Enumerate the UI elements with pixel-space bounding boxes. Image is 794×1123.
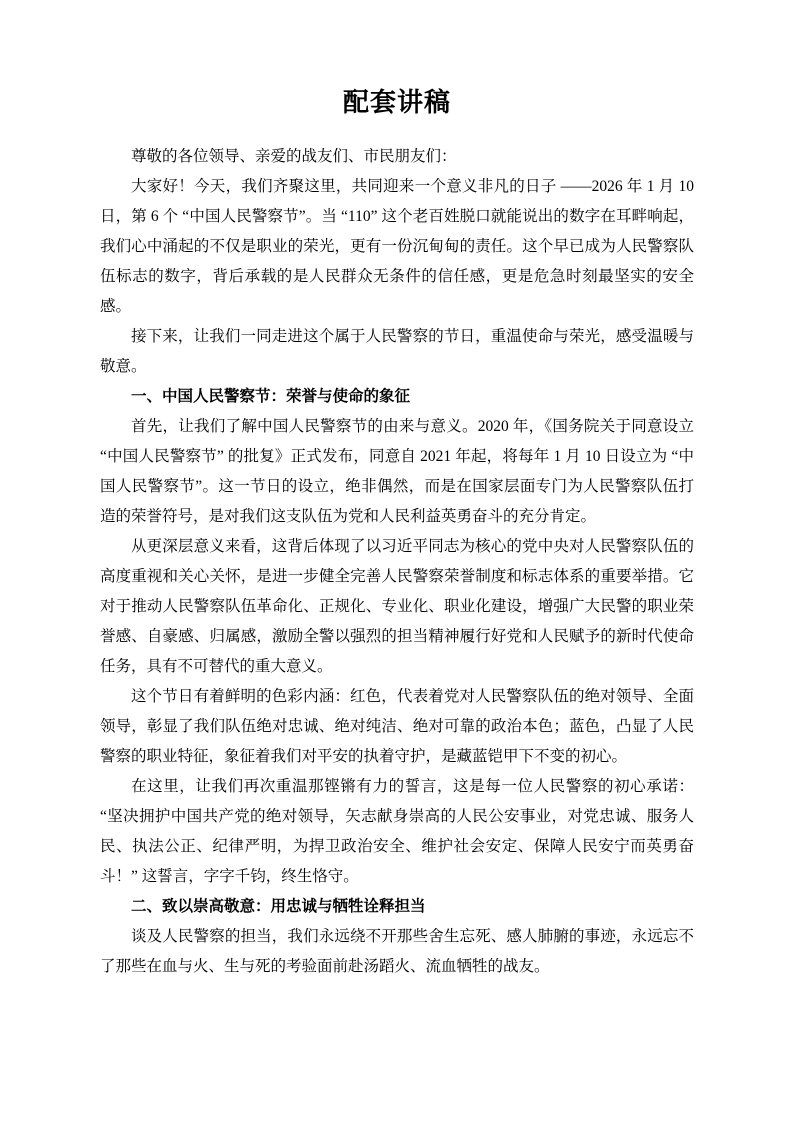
paragraph: 接下来，让我们一同走进这个属于人民警察的节日，重温使命与荣光，感受温暖与敬意。 bbox=[100, 328, 694, 375]
paragraph: 这个节日有着鲜明的色彩内涵：红色，代表着党对人民警察队伍的绝对领导、全面领导，彰显了我们队伍绝对忠诚、绝对纯洁、绝对可靠的政治本色；蓝色，凸显了人民警察的职业特征，象征着我们对平安的执着守护，是藏蓝铠甲下不变的初心。 bbox=[100, 688, 694, 765]
paragraph: 在这里，让我们再次重温那铿锵有力的誓言，这是每一位人民警察的初心承诺：“坚决拥护中国共产党的绝对领导，矢志献身崇高的人民公安事业，对党忠诚、服务人民、执法公正、纪律严明，为捍卫政治安全、维护社会安定、保障人民安宁而英勇奋斗！” 这誓言，字字千钧，终生恪守。 bbox=[100, 778, 694, 885]
paragraph: 首先，让我们了解中国人民警察节的由来与意义。2020 年，《国务院关于同意设立 “中国人民警察节” 的批复》正式发布，同意自 2021 年起，将每年 1 月 10 日设立为 “中国人民警察节”。这一节日的设立，绝非偶然，而是在国家层面专门为人民警察队伍打造的荣誉符号，是对我们这支队伍为党和人民利益英勇奋斗的充分肯定。 bbox=[100, 418, 694, 525]
paragraph: 大家好！今天，我们齐聚这里，共同迎来一个意义非凡的日子 ——2026 年 1 月 10 日，第 6 个 “中国人民警察节”。当 “110” 这个老百姓脱口就能说出的数字在耳畔响起，我们心中涌起的不仅是职业的荣光，更有一份沉甸甸的责任。这个早已成为人民警察队伍标志的数字，背后承载的是人民群众无条件的信任感，更是危急时刻最坚实的安全感。 bbox=[100, 178, 694, 315]
salutation-paragraph: 尊敬的各位领导、亲爱的战友们、市民朋友们： bbox=[131, 148, 457, 165]
section-heading-2: 二、致以崇高敬意：用忠诚与牺牲诠释担当 bbox=[131, 898, 426, 915]
section-heading-1: 一、中国人民警察节：荣誉与使命的象征 bbox=[131, 388, 411, 405]
paragraph: 谈及人民警察的担当，我们永远绕不开那些舍生忘死、感人肺腑的事迹，永远忘不了那些在血与火、生与死的考验面前赴汤蹈火、流血牺牲的战友。 bbox=[100, 928, 694, 975]
paragraph: 从更深层意义来看，这背后体现了以习近平同志为核心的党中央对人民警察队伍的高度重视和关心关怀，是进一步健全完善人民警察荣誉制度和标志体系的重要举措。它对于推动人民警察队伍革命化、正规化、专业化、职业化建设，增强广大民警的职业荣誉感、自豪感、归属感，激励全警以强烈的担当精神履行好党和人民赋予的新时代使命任务，具有不可替代的重大意义。 bbox=[100, 538, 694, 675]
document-title: 配套讲稿 bbox=[342, 88, 451, 117]
